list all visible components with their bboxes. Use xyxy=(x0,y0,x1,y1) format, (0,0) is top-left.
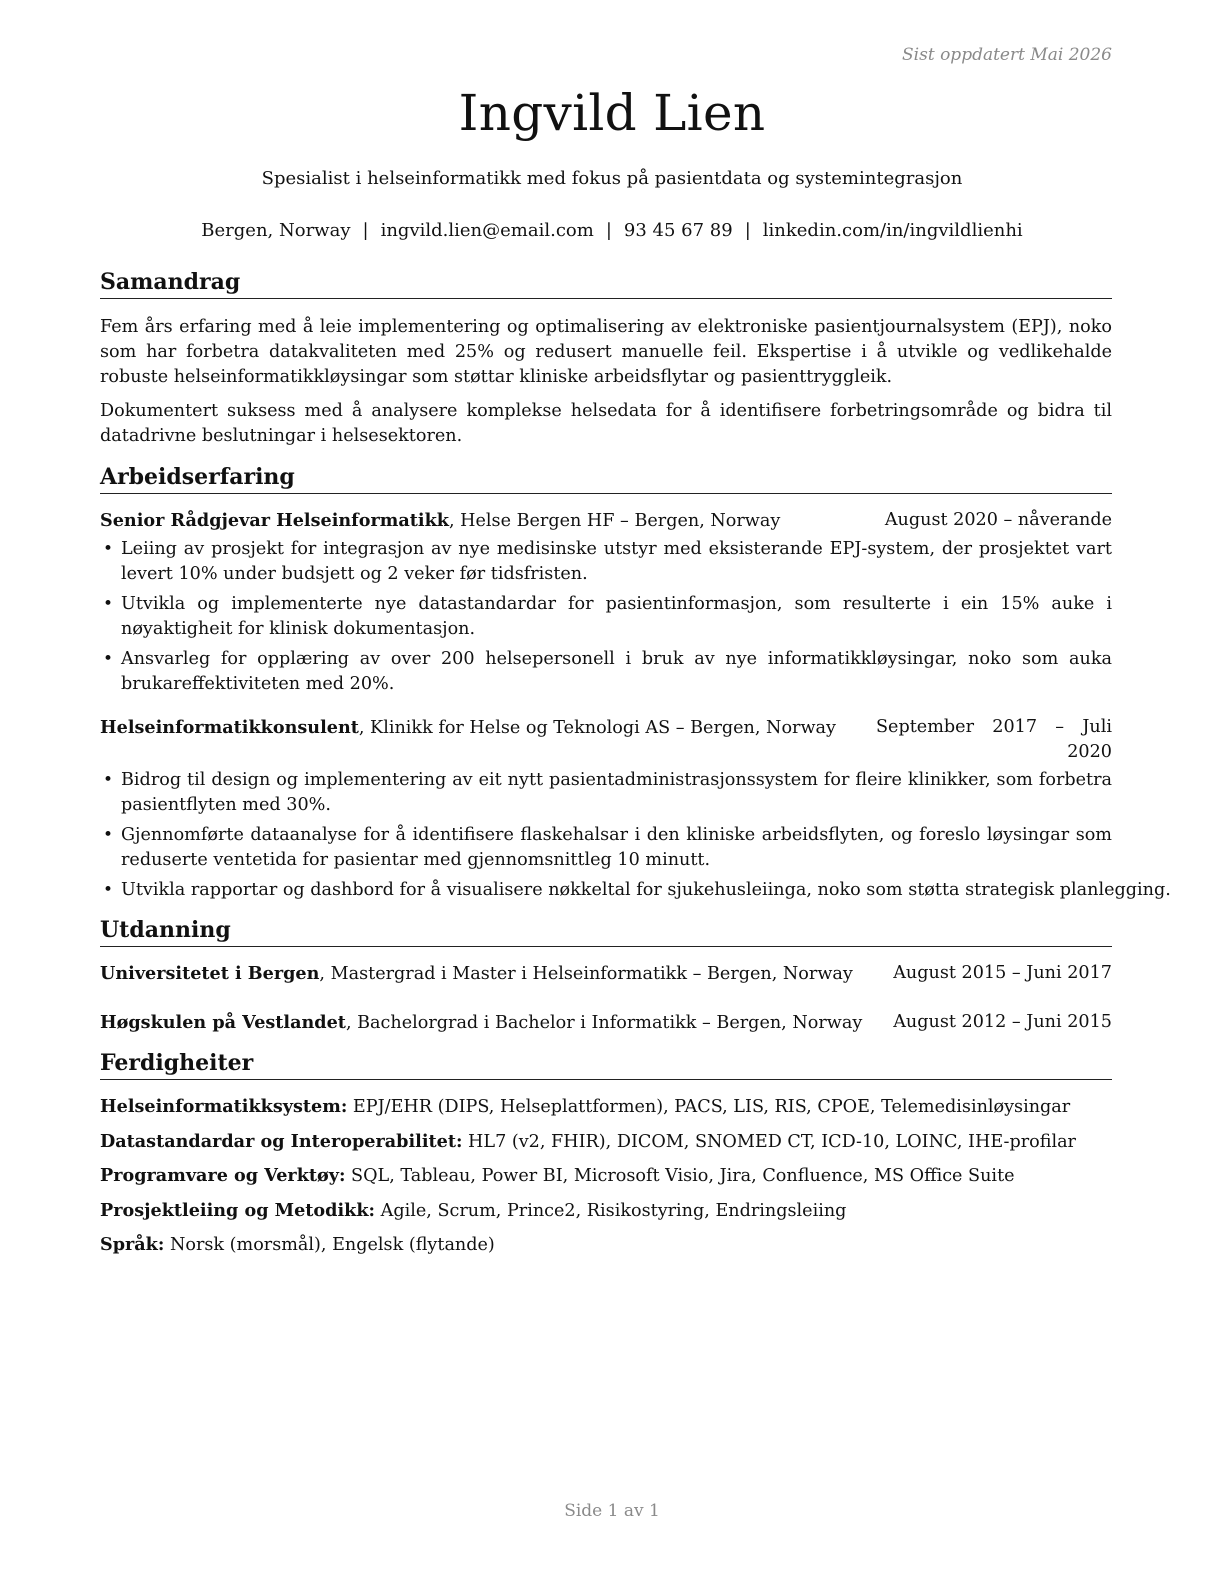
contact-separator: | xyxy=(362,220,369,241)
skill-label: Helseinformatikksystem: xyxy=(100,1096,348,1117)
last-updated: Sist oppdatert Mai 2026 xyxy=(902,45,1112,65)
skill-row xyxy=(100,1094,1112,1120)
education-dates: August 2015 – Juni 2017 xyxy=(893,963,1112,983)
job-dates: August 2020 – nåverande xyxy=(884,510,1112,530)
job-org: , Helse Bergen HF – Bergen, Norway xyxy=(448,511,781,531)
bullet-icon: • xyxy=(103,880,114,900)
bullet-text: Ansvarleg for opplæring av over 200 helsepersonell i bruk av nye informatikkløysingar, noko som auka brukareffektiviteten med 20%. xyxy=(121,649,1112,694)
resume-content xyxy=(100,268,1171,1267)
section-title-skills: Ferdigheiter xyxy=(100,1049,1112,1080)
contact-email[interactable]: ingvild.lien@email.com xyxy=(380,220,594,241)
bullet-text: Utvikla rapportar og dashbord for å visualisere nøkkeltal for sjukehusleiinga, noko som støtta strategisk planlegging. xyxy=(121,880,1171,900)
contact-linkedin[interactable]: linkedin.com/in/ingvildlienhi xyxy=(762,220,1023,241)
skill-row xyxy=(100,1198,1112,1224)
skill-label: Språk: xyxy=(100,1234,165,1255)
education-section xyxy=(100,916,1112,1036)
tagline: Spesialist i helseinformatikk med fokus på pasientdata og systemintegrasjon xyxy=(261,168,963,189)
education-entry xyxy=(100,961,1112,987)
education-entry xyxy=(100,1010,1112,1036)
experience-section xyxy=(100,463,1171,903)
education-school: Høgskulen på Vestlandet xyxy=(100,1012,346,1033)
contact-location: Bergen, Norway xyxy=(201,220,351,241)
skills-section xyxy=(100,1049,1112,1258)
bullet-text: Bidrog til design og implementering av eit nytt pasientadministrasjonssystem for fleire klinikker, som forbetra pasientflyten med 30%. xyxy=(121,770,1112,815)
list-item xyxy=(100,878,1171,903)
skill-row xyxy=(100,1232,1112,1258)
bullet-text: Leiing av prosjekt for integrasjon av nye medisinske utstyr med eksisterande EPJ-system, der prosjektet vart levert 10% under budsjett og 2 veker før tidsfristen. xyxy=(121,539,1112,584)
contact-line xyxy=(0,220,1224,242)
bullet-icon: • xyxy=(103,825,114,845)
bullet-icon: • xyxy=(103,649,114,669)
summary-paragraph: Fem års erfaring med å leie implementering og optimalisering av elektroniske pasientjournalsystem (EPJ), noko som har forbetra datakvaliteten med 25% og redusert manuelle feil. Ekspertise i å utvikle og vedlikehalde robuste helseinformatikkløysingar som støttar kliniske arbeidsflytar og pasienttryggleik. xyxy=(100,317,1112,387)
job-title-line xyxy=(100,715,876,741)
summary-section xyxy=(100,268,1112,449)
job-entry xyxy=(100,715,1171,903)
job-org: , Klinikk for Helse og Teknologi AS – Bergen, Norway xyxy=(358,718,836,738)
skill-value: Norsk (morsmål), Engelsk (flytande) xyxy=(164,1235,495,1255)
page-number: Side 1 av 1 xyxy=(564,1501,660,1521)
job-role: Senior Rådgjevar Helseinformatikk xyxy=(100,510,449,531)
bullet-icon: • xyxy=(103,770,114,790)
contact-separator: | xyxy=(744,220,751,241)
skill-value: SQL, Tableau, Power BI, Microsoft Visio, Jira, Confluence, MS Office Suite xyxy=(345,1166,1015,1186)
list-item xyxy=(100,647,1112,697)
education-line xyxy=(100,961,893,987)
contact-phone: 93 45 67 89 xyxy=(623,220,733,241)
list-item xyxy=(100,537,1112,587)
education-dates: August 2012 – Juni 2015 xyxy=(893,1012,1112,1032)
summary-paragraph: Dokumentert suksess med å analysere komplekse helsedata for å identifisere forbetringsområde og bidra til datadrivne beslutningar i helsesektoren. xyxy=(100,401,1112,446)
skill-value: EPJ/EHR (DIPS, Helseplattformen), PACS, LIS, RIS, CPOE, Telemedisinløysingar xyxy=(347,1097,1071,1117)
bullet-text: Gjennomførte dataanalyse for å identifisere flaskehalsar i den kliniske arbeidsflyten, og foreslo løysingar som reduserte ventetida for pasientar med gjennomsnittleg 10 minutt. xyxy=(121,825,1112,870)
contact-separator: | xyxy=(605,220,612,241)
bullet-text: Utvikla og implementerte nye datastandardar for pasientinformasjon, som resulterte i ein 15% auke i nøyaktigheit for klinisk dokumentasjon. xyxy=(121,594,1112,639)
job-title-line xyxy=(100,508,885,534)
job-dates: September 2017 – Juli 2020 xyxy=(876,717,1112,762)
skill-row xyxy=(100,1129,1112,1155)
job-header xyxy=(100,715,1112,765)
list-item xyxy=(100,592,1112,642)
list-item xyxy=(100,768,1112,818)
skill-value: Agile, Scrum, Prince2, Risikostyring, Endringsleiing xyxy=(375,1200,847,1221)
job-role: Helseinformatikkonsulent xyxy=(100,717,359,738)
candidate-name: Ingvild Lien xyxy=(458,84,766,142)
section-title-education: Utdanning xyxy=(100,916,1112,947)
skill-label: Datastandardar og Interoperabilitet: xyxy=(100,1130,463,1152)
skill-label: Prosjektleiing og Metodikk: xyxy=(100,1199,376,1221)
education-detail: , Mastergrad i Master i Helseinformatikk – Bergen, Norway xyxy=(319,964,853,984)
list-item xyxy=(100,823,1112,873)
job-bullets xyxy=(100,537,1112,697)
skill-row xyxy=(100,1163,1112,1189)
section-title-experience: Arbeidserfaring xyxy=(100,463,1112,494)
section-title-summary: Samandrag xyxy=(100,268,1112,299)
bullet-icon: • xyxy=(103,594,114,614)
education-line xyxy=(100,1010,893,1036)
bullet-icon: • xyxy=(103,539,114,559)
education-detail: , Bachelorgrad i Bachelor i Informatikk – Bergen, Norway xyxy=(345,1013,863,1033)
job-bullets xyxy=(100,768,1171,903)
job-entry xyxy=(100,508,1112,697)
education-school: Universitetet i Bergen xyxy=(100,963,320,984)
skill-value: HL7 (v2, FHIR), DICOM, SNOMED CT, ICD-10, LOINC, IHE-profilar xyxy=(462,1131,1076,1152)
skill-label: Programvare og Verktøy: xyxy=(100,1165,346,1186)
job-header xyxy=(100,508,1112,534)
